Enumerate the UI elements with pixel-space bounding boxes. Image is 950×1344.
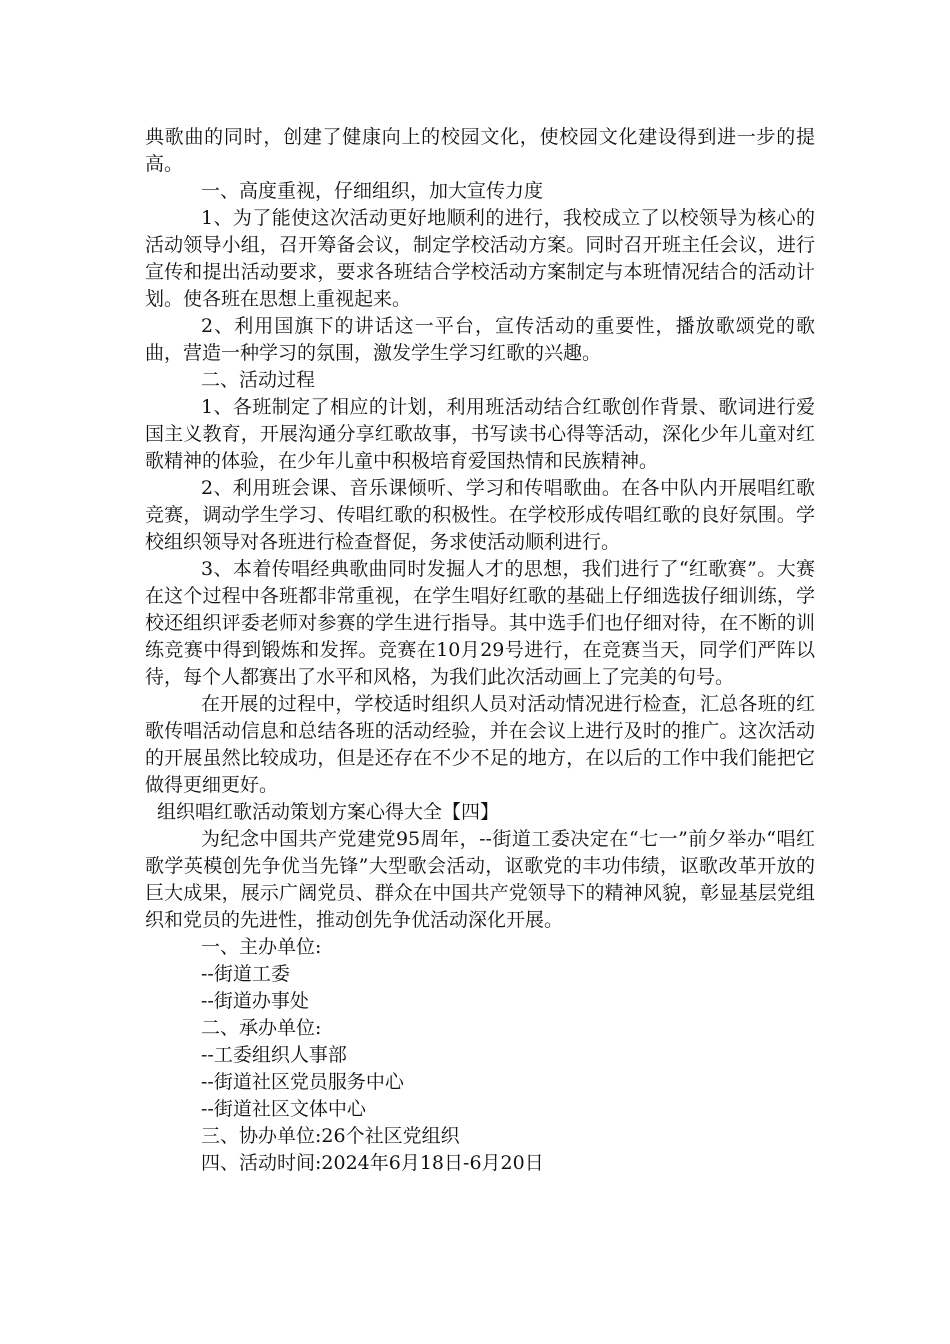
list-item: --街道社区文体中心 — [201, 1098, 366, 1120]
paragraph: 1、各班制定了相应的计划，利用班活动结合红歌创作背景、歌词进行爱国主义教育，开展沟通分享红歌故事，书写读书心得等活动，深化少年儿童对红歌精神的体验，在少年儿童中积极培育爱国热情和民族精神。 — [145, 396, 815, 472]
paragraph: 3、本着传唱经典歌曲同时发掘人才的思想，我们进行了“红歌赛”。大赛在这个过程中各班都非常重视，在学生唱好红歌的基础上仔细选拔仔细训练，学校还组织评委老师对参赛的学生进行指导。其中选手们也仔细对待，在不断的训练竞赛中得到锻炼和发挥。竞赛在10月29号进行，在竞赛当天，同学们严阵以待，每个人都赛出了水平和风格，为我们此次活动画上了完美的句号。 — [145, 558, 815, 688]
list-heading: 一、主办单位: — [201, 936, 322, 958]
section-heading-2: 二、活动过程 — [201, 369, 316, 391]
paragraph-continuation: 典歌曲的同时，创建了健康向上的校园文化，使校园文化建设得到进一步的提高。 — [145, 126, 815, 175]
paragraph: 2、利用班会课、音乐课倾听、学习和传唱歌曲。在各中队内开展唱红歌竞赛，调动学生学习、传唱红歌的积极性。在学校形成传唱红歌的良好氛围。学校组织领导对各班进行检查督促，务求使活动顺利进行。 — [145, 477, 815, 553]
paragraph: 为纪念中国共产党建党95周年，--街道工委决定在“七一”前夕举办“唱红歌学英模创先争优当先锋”大型歌会活动，讴歌党的丰功伟绩，讴歌改革开放的巨大成果，展示广阔党员、群众在中国共产党领导下的精神风貌，彰显基层党组织和党员的先进性，推动创先争优活动深化开展。 — [145, 828, 815, 931]
document-page — [145, 124, 815, 1177]
paragraph: 在开展的过程中，学校适时组织人员对活动情况进行检查，汇总各班的红歌传唱活动信息和总结各班的活动经验，并在会议上进行及时的推广。这次活动的开展虽然比较成功，但是还存在不少不足的地方，在以后的工作中我们能把它做得更细更好。 — [145, 693, 815, 796]
list-item: --街道办事处 — [201, 990, 309, 1012]
list-item: --工委组织人事部 — [201, 1044, 347, 1066]
list-heading: 四、活动时间:2024年6月18日-6月20日 — [201, 1152, 544, 1174]
list-heading: 三、协办单位:26个社区党组织 — [201, 1125, 460, 1147]
list-item: --街道工委 — [201, 963, 290, 985]
section-title: 组织唱红歌活动策划方案心得大全【四】 — [157, 801, 500, 823]
list-item: --街道社区党员服务中心 — [201, 1071, 404, 1093]
section-heading-1: 一、高度重视，仔细组织，加大宣传力度 — [201, 180, 544, 202]
paragraph: 1、为了能使这次活动更好地顺利的进行，我校成立了以校领导为核心的活动领导小组，召开筹备会议，制定学校活动方案。同时召开班主任会议，进行宣传和提出活动要求，要求各班结合学校活动方案制定与本班情况结合的活动计划。使各班在思想上重视起来。 — [145, 207, 815, 310]
paragraph: 2、利用国旗下的讲话这一平台，宣传活动的重要性，播放歌颂党的歌曲，营造一种学习的氛围，激发学生学习红歌的兴趣。 — [145, 315, 815, 364]
list-heading: 二、承办单位: — [201, 1017, 322, 1039]
